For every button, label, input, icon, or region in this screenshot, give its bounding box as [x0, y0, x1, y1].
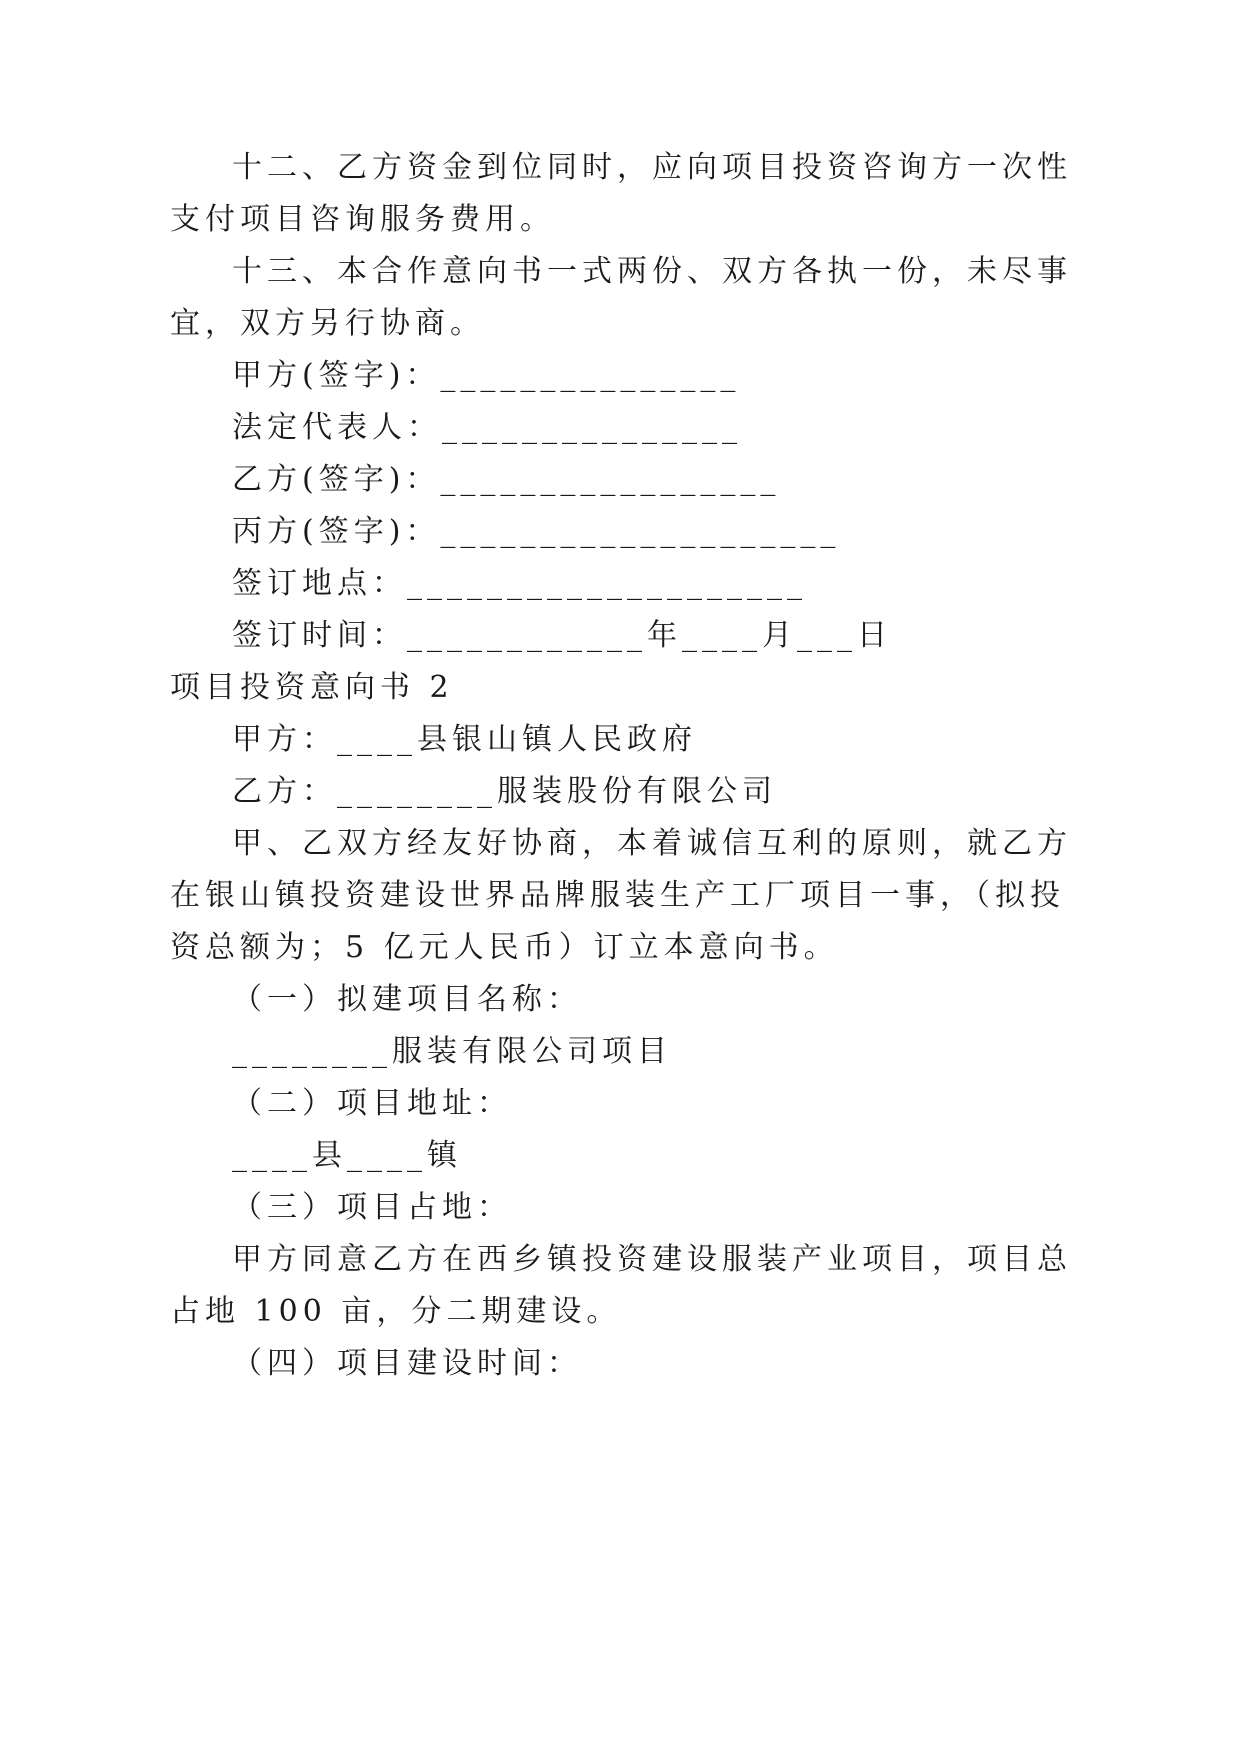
item-2-heading: （二）项目地址：	[232, 1086, 512, 1121]
item-1-content: ________服装有限公司项目	[232, 1034, 672, 1069]
clause-13-line-2: 宜，双方另行协商。	[170, 306, 485, 341]
clause-12-line-1: 十二、乙方资金到位同时，应向项目投资咨询方一次性	[232, 150, 1072, 185]
party-a-signature-line: 甲方(签字)：_______________	[232, 358, 741, 393]
section-title: 项目投资意向书 2	[170, 670, 454, 705]
intro-paragraph-line-3: 资总额为；5 亿元人民币）订立本意向书。	[170, 930, 839, 965]
intro-paragraph-line-1: 甲、乙双方经友好协商，本着诚信互利的原则，就乙方	[232, 826, 1072, 861]
party-b-line: 乙方：________服装股份有限公司	[232, 774, 777, 809]
party-a-line: 甲方：____县银山镇人民政府	[232, 722, 697, 757]
party-c-signature-line: 丙方(签字)：____________________	[232, 514, 841, 549]
signing-date-line: 签订时间：____________年____月___日	[232, 618, 892, 653]
item-3-content-line-2: 占地 100 亩，分二期建设。	[170, 1294, 622, 1329]
clause-13-line-1: 十三、本合作意向书一式两份、双方各执一份，未尽事	[232, 254, 1072, 289]
item-1-heading: （一）拟建项目名称：	[232, 982, 582, 1017]
signing-place-line: 签订地点：____________________	[232, 566, 807, 601]
clause-12-line-2: 支付项目咨询服务费用。	[170, 202, 555, 237]
item-3-content-line-1: 甲方同意乙方在西乡镇投资建设服装产业项目，项目总	[232, 1242, 1072, 1277]
party-b-signature-line: 乙方(签字)：_________________	[232, 462, 781, 497]
item-3-heading: （三）项目占地：	[232, 1190, 512, 1225]
intro-paragraph-line-2: 在银山镇投资建设世界品牌服装生产工厂项目一事，（拟投	[170, 878, 1065, 913]
item-4-heading: （四）项目建设时间：	[232, 1346, 582, 1381]
legal-representative-line: 法定代表人：_______________	[232, 410, 742, 445]
item-2-content: ____县____镇	[232, 1138, 462, 1173]
